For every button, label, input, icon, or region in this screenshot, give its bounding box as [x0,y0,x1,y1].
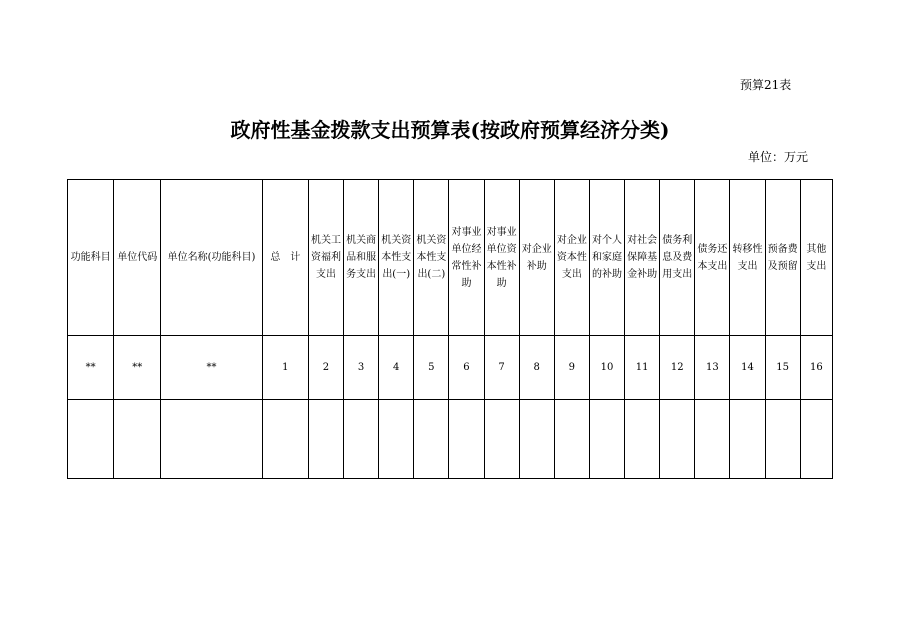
column-header-text: 预备费及预留 [767,243,798,272]
column-header-text: 债务利息及费用支出 [662,235,693,280]
column-header [800,180,832,336]
column-header [344,180,379,336]
column-header-text: 对事业单位经常性补助 [451,226,482,289]
column-header [589,180,624,336]
column-header-text: 对社会保障基金补助 [627,235,658,280]
form-number: 预算21表 [740,78,792,92]
column-header-text: 机关商品和服务支出 [346,235,377,280]
table-cell: 9 [554,336,589,400]
table-cell [344,400,379,479]
column-header [379,180,414,336]
table-cell [414,400,449,479]
table-cell: 7 [484,336,519,400]
table-header-row [68,180,833,336]
table-cell: 14 [730,336,765,400]
column-header [765,180,800,336]
table-cell [695,400,730,479]
column-header-text: 转移性支出 [732,243,763,272]
table-cell: 8 [519,336,554,400]
column-header-text: 对企业资本性支出 [556,235,587,280]
column-header: 单位名称(功能科目) [161,180,262,336]
table-cell [660,400,695,479]
table-cell: 5 [414,336,449,400]
column-header [414,180,449,336]
column-header [730,180,765,336]
table-cell: 1 [262,336,308,400]
table-cell [379,400,414,479]
column-header-text: 对企业补助 [521,243,552,272]
column-header [449,180,484,336]
column-header-text: 机关工资福利支出 [310,235,341,280]
column-header [660,180,695,336]
table-cell [625,400,660,479]
column-header [519,180,554,336]
table-cell [308,400,343,479]
column-header-text: 对事业单位资本性补助 [486,226,517,289]
column-header-text: 债务还本支出 [697,243,728,272]
table-cell [449,400,484,479]
column-header [484,180,519,336]
table-cell: 4 [379,336,414,400]
table-cell [730,400,765,479]
table-cell: 2 [308,336,343,400]
table-cell [800,400,832,479]
table-row [68,400,833,479]
column-header-text: 对个人和家庭的补助 [591,235,622,280]
unit-label: 单位：万元 [748,150,809,164]
budget-table [67,179,833,479]
column-header-text: 机关资本性支出(一) [381,235,412,280]
table-cell [161,400,262,479]
table-cell: 11 [625,336,660,400]
table-cell: ** [68,336,114,400]
table-cell [68,400,114,479]
table-cell: 3 [344,336,379,400]
table-cell: 6 [449,336,484,400]
column-header [625,180,660,336]
table-cell [484,400,519,479]
table-cell: ** [114,336,161,400]
table-cell [554,400,589,479]
column-header-text: 机关资本性支出(二) [416,235,447,280]
table-row [68,336,833,400]
page-title: 政府性基金拨款支出预算表(按政府预算经济分类) [230,118,670,142]
table-cell: ** [161,336,262,400]
table-cell: 12 [660,336,695,400]
table-cell: 10 [589,336,624,400]
table-cell: 16 [800,336,832,400]
table-cell: 13 [695,336,730,400]
column-header: 总 计 [262,180,308,336]
column-header: 单位代码 [114,180,161,336]
table-cell [262,400,308,479]
table-cell [765,400,800,479]
table-cell [589,400,624,479]
column-header [695,180,730,336]
table-cell [519,400,554,479]
column-header: 功能科目 [68,180,114,336]
column-header-text: 其他支出 [806,243,827,272]
table-cell [114,400,161,479]
table-cell: 15 [765,336,800,400]
column-header [554,180,589,336]
column-header [308,180,343,336]
